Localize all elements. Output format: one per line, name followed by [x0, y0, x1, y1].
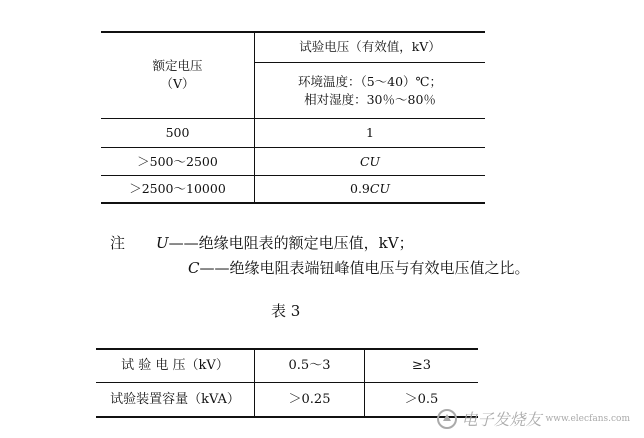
- header-test-voltage: 试验电压（有效值，kV）: [299, 38, 441, 54]
- header-rated-voltage: 额定电压 （V）: [152, 57, 203, 91]
- note-label: 注: [110, 234, 126, 252]
- table-bottom-rule: [96, 416, 478, 418]
- cell-test-voltage-label: 试 验 电 压（kV）: [121, 358, 229, 373]
- cell-test-row3: 0.9 CU: [350, 181, 390, 196]
- cell-capacity-value1: ＞0.25: [288, 391, 331, 407]
- cell-test-voltage-range1: 0.5～3: [288, 358, 331, 373]
- cell-voltage-row2: ＞500～2500: [137, 153, 218, 169]
- cell-test-voltage-range2: ≥3: [411, 358, 432, 373]
- watermark-logo-icon: [436, 408, 458, 430]
- voltage-test-table: [101, 31, 485, 204]
- table-bottom-rule: [101, 202, 485, 204]
- test-equipment-table: [96, 348, 478, 418]
- note-line-1: U——绝缘电阻表的额定电压值，kV；: [156, 234, 414, 252]
- cell-voltage-row1: 500: [165, 125, 190, 140]
- cell-capacity-value2: ＞0.5: [404, 391, 439, 407]
- note-line-2: C——绝缘电阻表端钮峰值电压与有效电压值之比。: [188, 259, 530, 277]
- watermark: 电子发烧友 www.elecfans.com: [436, 407, 630, 430]
- cell-voltage-row3: ＞2500～10000: [129, 181, 226, 196]
- cell-capacity-label: 试验装置容量（kVA）: [110, 391, 240, 407]
- table-caption: 表 3: [271, 302, 301, 320]
- header-conditions: 环境温度：（5～40）℃； 相对湿度：30％～80％: [297, 73, 443, 107]
- cell-test-row1: 1: [366, 125, 374, 140]
- cell-test-row2: CU: [359, 153, 381, 169]
